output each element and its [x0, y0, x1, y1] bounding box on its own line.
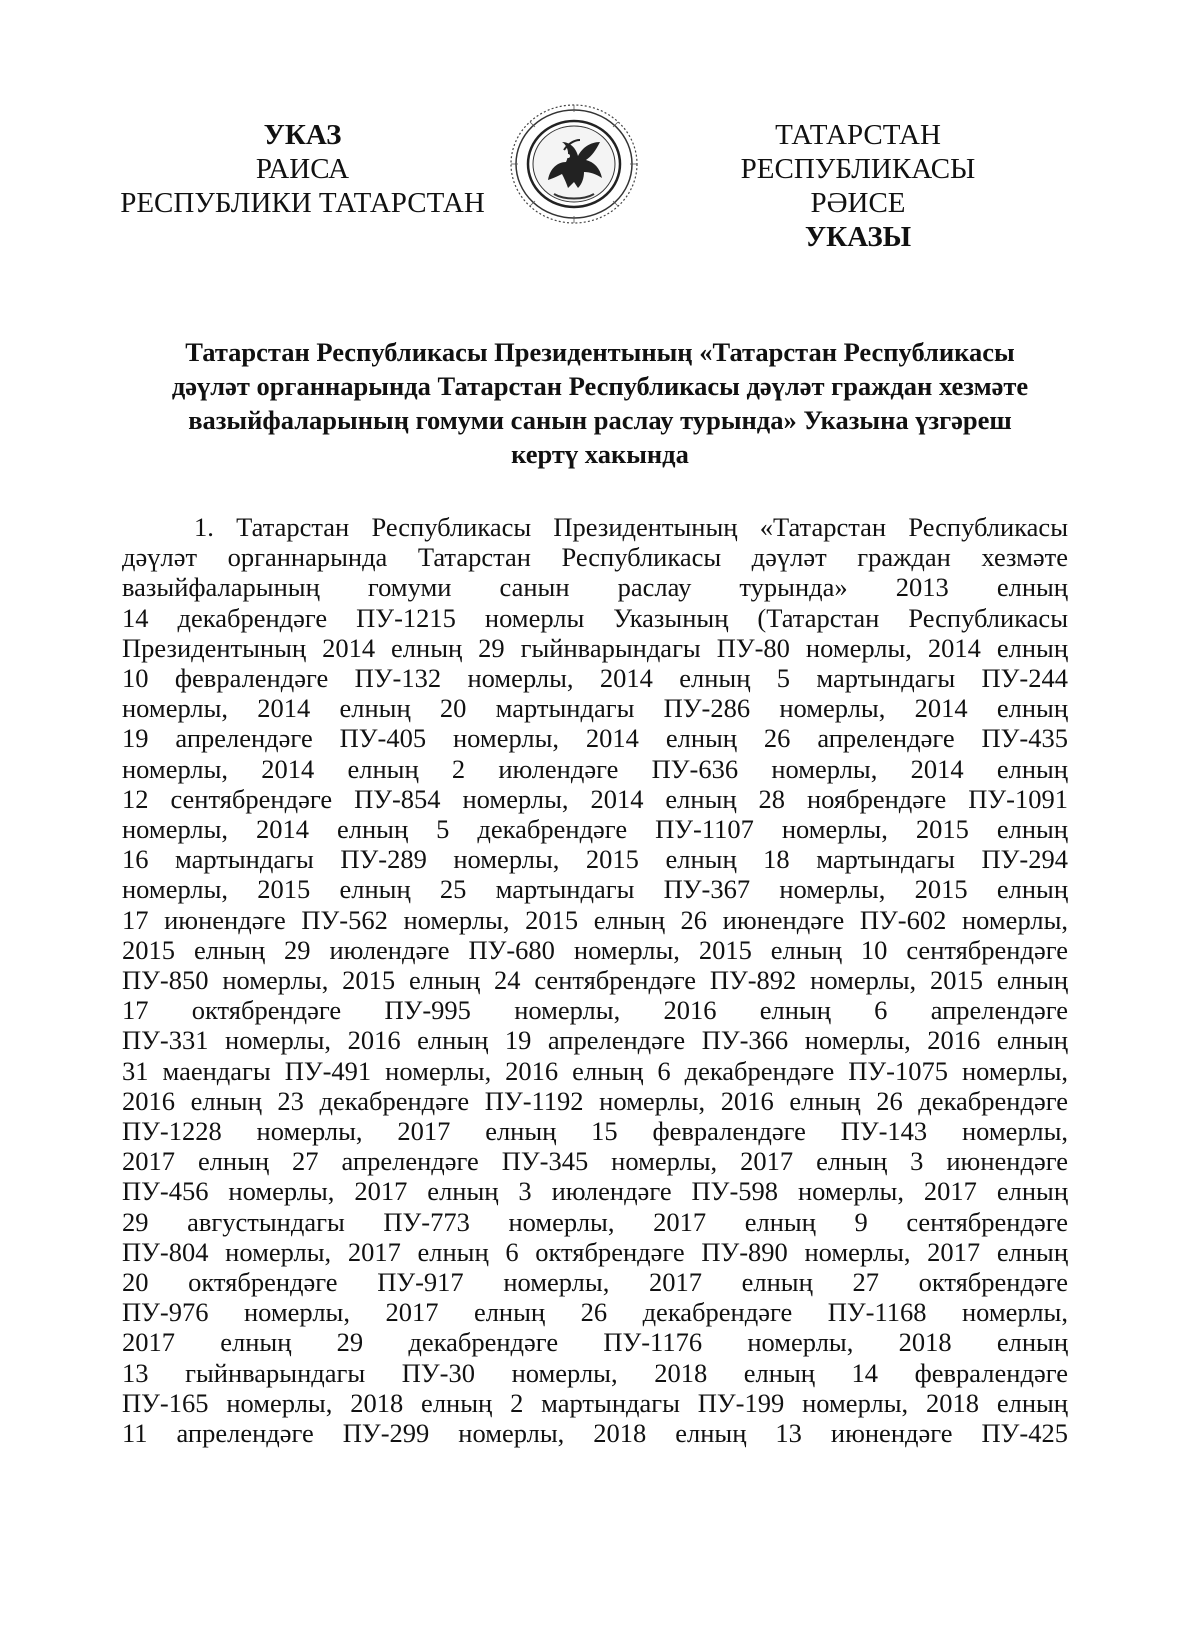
- header-russian-line-2: РАИСА: [255, 153, 350, 185]
- body-line: 17 июнендәге ПУ-562 номерлы, 2015 елның 26 июнендәге ПУ-602 номерлы,: [122, 904, 1068, 935]
- body-line: номерлы, 2014 елның 5 декабрендәге ПУ-1107 номерлы, 2015 елның: [122, 814, 1068, 845]
- header-russian-line-3: РЕСПУБЛИКИ ТАТАРСТАН: [120, 187, 485, 219]
- body-line: 2016 елның 23 декабрендәге ПУ-1192 номерлы, 2016 елның 26 декабрендәге: [122, 1085, 1068, 1116]
- header-russian: [110, 118, 495, 220]
- body-line: Президентының 2014 елның 29 гыйнварындагы ПУ-80 номерлы, 2014 елның: [122, 632, 1068, 663]
- header-tatar-line-2: РӘИСЕ: [810, 187, 906, 219]
- body-line: 11 апрелендәге ПУ-299 номерлы, 2018 елның 13 июнендәге ПУ-425: [122, 1418, 1068, 1449]
- body-line: 20 октябрендәге ПУ-917 номерлы, 2017 елның 27 октябрендәге: [122, 1267, 1068, 1298]
- body-line: 13 гыйнварындагы ПУ-30 номерлы, 2018 елның 14 февралендәге: [122, 1357, 1068, 1388]
- decree-body-paragraph-1: [122, 512, 1068, 1448]
- title-line: кертү хакында: [511, 439, 689, 469]
- body-line: ПУ-456 номерлы, 2017 елның 3 июлендәге ПУ-598 номерлы, 2017 елның: [122, 1176, 1068, 1207]
- header-russian-line-1: УКАЗ: [263, 119, 342, 151]
- body-line: 2017 елның 29 декабрендәге ПУ-1176 номерлы, 2018 елның: [122, 1327, 1068, 1358]
- body-line: номерлы, 2014 елның 2 июлендәге ПУ-636 номерлы, 2014 елның: [122, 753, 1068, 784]
- body-line: 1. Татарстан Республикасы Президентының «Татарстан Республикасы: [194, 512, 1068, 542]
- body-line: номерлы, 2014 елның 20 мартындагы ПУ-286 номерлы, 2014 елның: [122, 693, 1068, 724]
- header-tatar-line-1: ТАТАРСТАН РЕСПУБЛИКАСЫ: [740, 119, 976, 185]
- body-line: 2015 елның 29 июлендәге ПУ-680 номерлы, 2015 елның 10 сентябрендәге: [122, 934, 1068, 965]
- title-line: Татарстан Республикасы Президентының «Татарстан Республикасы: [185, 337, 1015, 367]
- title-line: дәүләт органнарында Татарстан Республикасы дәүләт граждан хезмәте: [171, 371, 1029, 401]
- body-line: ПУ-1228 номерлы, 2017 елның 15 февралендәге ПУ-143 номерлы,: [122, 1116, 1068, 1147]
- body-line: 2017 елның 27 апрелендәге ПУ-345 номерлы, 2017 елның 3 июнендәге: [122, 1146, 1068, 1177]
- body-line: вазыйфаларының гомуми санын раслау турында» 2013 елның: [122, 572, 1068, 603]
- tatarstan-coat-of-arms-icon: [508, 102, 640, 226]
- body-line: ПУ-804 номерлы, 2017 елның 6 октябрендәге ПУ-890 номерлы, 2017 елның: [122, 1236, 1068, 1267]
- header-tatar: [658, 118, 1058, 254]
- title-line: вазыйфаларының гомуми санын раслау турында» Указына үзгәреш: [188, 405, 1012, 435]
- body-line: 14 декабрендәге ПУ-1215 номерлы Указының (Татарстан Республикасы: [122, 602, 1068, 633]
- body-line: ПУ-331 номерлы, 2016 елның 19 апрелендәге ПУ-366 номерлы, 2016 елның: [122, 1025, 1068, 1056]
- body-line: ПУ-850 номерлы, 2015 елның 24 сентябрендәге ПУ-892 номерлы, 2015 елның: [122, 965, 1068, 996]
- body-line: 10 февралендәге ПУ-132 номерлы, 2014 елның 5 мартындагы ПУ-244: [122, 663, 1068, 694]
- body-line: номерлы, 2015 елның 25 мартындагы ПУ-367 номерлы, 2015 елның: [122, 874, 1068, 905]
- decree-title: [120, 335, 1080, 471]
- header-tatar-line-3: УКАЗЫ: [804, 221, 912, 253]
- body-line: ПУ-976 номерлы, 2017 елның 26 декабрендәге ПУ-1168 номерлы,: [122, 1297, 1068, 1328]
- body-line: 17 октябрендәге ПУ-995 номерлы, 2016 елның 6 апрелендәге: [122, 995, 1068, 1026]
- body-line: 16 мартындагы ПУ-289 номерлы, 2015 елның 18 мартындагы ПУ-294: [122, 844, 1068, 875]
- body-line: 31 маендагы ПУ-491 номерлы, 2016 елның 6 декабрендәге ПУ-1075 номерлы,: [122, 1055, 1068, 1086]
- body-line: 19 апрелендәге ПУ-405 номерлы, 2014 елның 26 апрелендәге ПУ-435: [122, 723, 1068, 754]
- body-line: 29 августындагы ПУ-773 номерлы, 2017 елның 9 сентябрендәге: [122, 1206, 1068, 1237]
- body-line: ПУ-165 номерлы, 2018 елның 2 мартындагы ПУ-199 номерлы, 2018 елның: [122, 1387, 1068, 1418]
- body-line: 12 сентябрендәге ПУ-854 номерлы, 2014 елның 28 ноябрендәге ПУ-1091: [122, 783, 1068, 814]
- body-line: дәүләт органнарында Татарстан Республикасы дәүләт граждан хезмәте: [122, 542, 1068, 573]
